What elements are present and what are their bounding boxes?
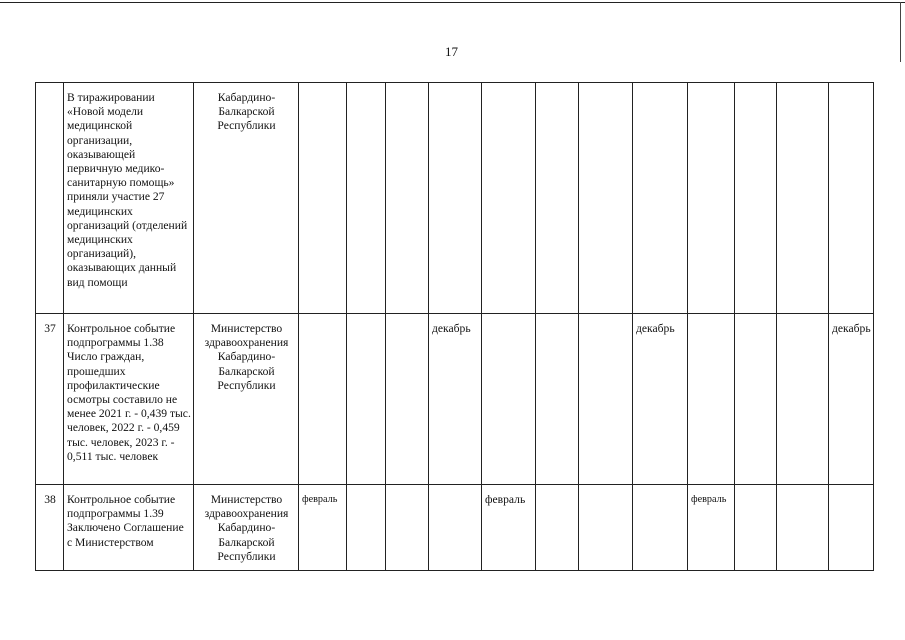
month-cell bbox=[579, 485, 633, 571]
month-cell bbox=[777, 314, 829, 485]
month-cell bbox=[386, 485, 429, 571]
month-cell: февраль bbox=[299, 485, 347, 571]
month-cell bbox=[429, 83, 482, 314]
month-cell: февраль bbox=[688, 485, 735, 571]
month-cell bbox=[633, 485, 688, 571]
month-cell bbox=[536, 485, 579, 571]
month-cell bbox=[386, 314, 429, 485]
month-cell: декабрь bbox=[633, 314, 688, 485]
row-number: 38 bbox=[36, 485, 64, 571]
month-cell bbox=[688, 314, 735, 485]
month-cell: декабрь bbox=[829, 314, 874, 485]
table-row bbox=[36, 83, 874, 314]
month-cell bbox=[735, 83, 777, 314]
executor-cell: Министерство здравоохранения Кабардино-Балкарской Республики bbox=[194, 485, 299, 571]
month-cell bbox=[777, 485, 829, 571]
month-cell: февраль bbox=[482, 485, 536, 571]
top-border-line bbox=[0, 2, 905, 3]
month-cell bbox=[482, 83, 536, 314]
month-cell bbox=[347, 314, 386, 485]
month-cell bbox=[299, 314, 347, 485]
month-cell bbox=[386, 83, 429, 314]
month-cell bbox=[579, 83, 633, 314]
right-edge-line bbox=[900, 2, 901, 62]
page-number: 17 bbox=[445, 44, 458, 59]
row-number: 37 bbox=[36, 314, 64, 485]
month-cell bbox=[633, 83, 688, 314]
month-cell bbox=[735, 314, 777, 485]
event-description: В тиражировании «Новой модели медицинской организации, оказывающей первичную медико-санитарную помощь» приняли участие 27 медицинских организаций (отделений медицинских организаций), оказывающих данный вид помощи bbox=[64, 83, 194, 314]
month-cell bbox=[536, 83, 579, 314]
month-cell bbox=[536, 314, 579, 485]
month-cell bbox=[735, 485, 777, 571]
table-row bbox=[36, 314, 874, 485]
table-row bbox=[36, 485, 874, 571]
event-description: Контрольное событие подпрограммы 1.38 Число граждан, прошедших профилактические осмотры составило не менее 2021 г. - 0,439 тыс. человек, 2022 г. - 0,459 тыс. человек, 2023 г. - 0,511 тыс. человек bbox=[64, 314, 194, 485]
month-cell bbox=[347, 485, 386, 571]
month-cell bbox=[688, 83, 735, 314]
month-cell: декабрь bbox=[429, 314, 482, 485]
month-cell bbox=[829, 83, 874, 314]
row-number bbox=[36, 83, 64, 314]
month-cell bbox=[579, 314, 633, 485]
month-cell bbox=[347, 83, 386, 314]
month-cell bbox=[482, 314, 536, 485]
executor-cell: Кабардино-Балкарской Республики bbox=[194, 83, 299, 314]
event-description: Контрольное событие подпрограммы 1.39 Заключено Соглашение с Министерством bbox=[64, 485, 194, 571]
executor-cell: Министерство здравоохранения Кабардино-Балкарской Республики bbox=[194, 314, 299, 485]
month-cell bbox=[777, 83, 829, 314]
schedule-table bbox=[35, 82, 874, 571]
month-cell bbox=[429, 485, 482, 571]
month-cell bbox=[829, 485, 874, 571]
month-cell bbox=[299, 83, 347, 314]
